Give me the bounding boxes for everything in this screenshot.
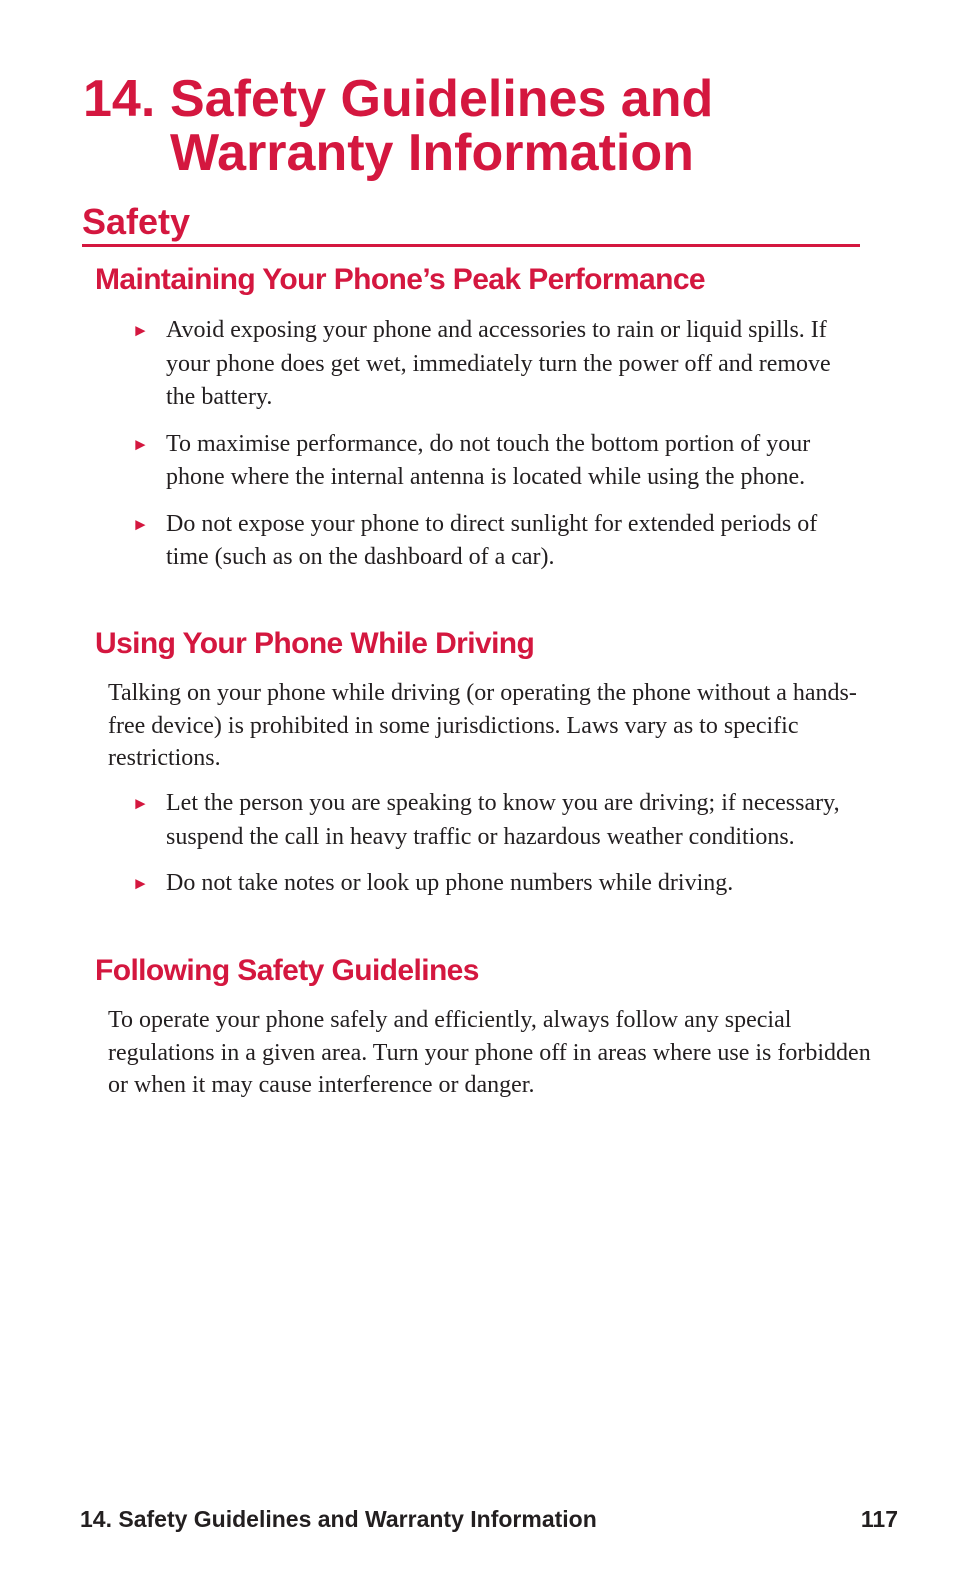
bullet-triangle-icon: ►: [132, 434, 149, 454]
subsection-heading-safety-guidelines: Following Safety Guidelines: [95, 954, 479, 987]
paragraph-safety-guidelines: To operate your phone safely and efficiently, always follow any special regulations in a given area. Turn your phone off in areas where use is forbidden or when it may cause interference or danger.: [108, 1007, 871, 1098]
footer-page-number: 117: [860, 1506, 898, 1532]
bullet-triangle-icon: ►: [132, 874, 149, 893]
bullet-triangle-icon: ►: [132, 321, 149, 340]
bullet-text: To maximise performance, do not touch the bottom portion of your phone where the internal antenna is located while using the phone.: [166, 430, 811, 490]
list-item: [130, 428, 860, 495]
list-item: [130, 867, 860, 901]
bullet-text: Do not expose your phone to direct sunlight for extended periods of time (such as on the dashboard of a car).: [166, 510, 818, 570]
section-title: Safety: [82, 200, 860, 247]
bullet-text: Let the person you are speaking to know you are driving; if necessary, suspend the call in heavy traffic or hazardous weather conditions.: [166, 790, 840, 850]
footer-running-title: 14. Safety Guidelines and Warranty Information: [80, 1506, 597, 1532]
chapter-number: 14.: [83, 70, 156, 128]
list-item: [130, 508, 860, 575]
bullet-list-peak-performance: [130, 314, 860, 588]
list-item: [130, 314, 860, 415]
chapter-title-text: [170, 72, 713, 180]
chapter-title-line-2: Warranty Information: [170, 124, 694, 182]
bullet-triangle-icon: ►: [132, 794, 149, 813]
subsection-heading-driving: Using Your Phone While Driving: [95, 627, 535, 660]
chapter-title-line-1: Safety Guidelines and: [170, 70, 714, 128]
bullet-text: Do not take notes or look up phone numbers while driving.: [166, 870, 734, 896]
list-item: [130, 787, 860, 854]
subsection-heading-peak-performance: Maintaining Your Phone’s Peak Performance: [95, 263, 706, 296]
bullet-list-driving: [130, 787, 860, 914]
bullet-text: Avoid exposing your phone and accessories to rain or liquid spills. If your phone does get wet, immediately turn the power off and remove the battery.: [166, 317, 831, 410]
chapter-title: [83, 72, 713, 180]
bullet-triangle-icon: ►: [132, 514, 149, 534]
paragraph-driving: Talking on your phone while driving (or operating the phone without a hands-free device) is prohibited in some jurisdictions. Laws vary as to specific restrictions.: [108, 680, 857, 771]
